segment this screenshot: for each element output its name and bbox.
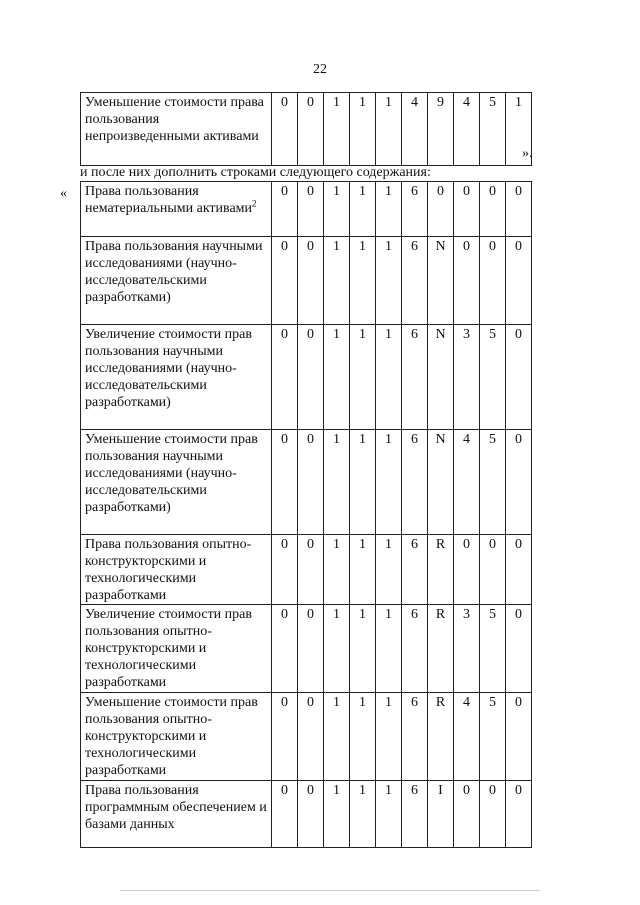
code-digit: 0 <box>506 325 532 430</box>
code-digit: 1 <box>324 237 350 325</box>
table-row <box>81 182 532 237</box>
row-name-text: Права пользования опытно-конструкторскими и технологическими разработками <box>85 537 252 603</box>
code-digit: 0 <box>480 535 506 605</box>
code-digit: 0 <box>272 535 298 605</box>
code-digit: 4 <box>402 93 428 166</box>
code-digit: 1 <box>324 182 350 237</box>
code-digit: 6 <box>402 430 428 535</box>
code-digit: 1 <box>506 93 532 166</box>
code-digit: R <box>428 535 454 605</box>
row-name-text: Права пользования научными исследованиями (научно-исследовательскими разработками) <box>85 239 263 305</box>
footnote-marker: 2 <box>252 198 257 209</box>
code-digit: 0 <box>298 325 324 430</box>
page-number: 22 <box>313 62 327 77</box>
code-digit: 0 <box>298 693 324 781</box>
row-name-text: Увеличение стоимости прав пользования опытно-конструкторскими и технологическими разработками <box>85 607 252 690</box>
row-name-text: Права пользования нематериальными активами <box>85 184 253 216</box>
code-digit: 5 <box>480 693 506 781</box>
table-row <box>81 693 532 781</box>
code-digit: 4 <box>454 693 480 781</box>
code-digit: 1 <box>376 325 402 430</box>
code-digit: 6 <box>402 781 428 848</box>
code-digit: 1 <box>350 693 376 781</box>
code-digit: 4 <box>454 430 480 535</box>
code-digit: N <box>428 325 454 430</box>
top-code-table <box>80 92 532 166</box>
code-digit: R <box>428 605 454 693</box>
code-digit: 0 <box>506 182 532 237</box>
table-row <box>81 535 532 605</box>
code-digit: 1 <box>350 781 376 848</box>
table-row <box>81 430 532 535</box>
code-digit: 3 <box>454 325 480 430</box>
table-row <box>81 93 532 166</box>
code-digit: 6 <box>402 237 428 325</box>
row-name <box>81 535 272 605</box>
code-digit: 0 <box>298 237 324 325</box>
code-digit: 0 <box>506 605 532 693</box>
row-name <box>81 605 272 693</box>
closing-quote: ». <box>522 146 533 161</box>
row-name <box>81 693 272 781</box>
code-digit: 1 <box>350 325 376 430</box>
code-digit: N <box>428 237 454 325</box>
code-digit: 1 <box>376 93 402 166</box>
main-code-table <box>80 181 532 848</box>
code-digit: 5 <box>480 325 506 430</box>
code-digit: 6 <box>402 693 428 781</box>
code-digit: 0 <box>298 430 324 535</box>
code-digit: 0 <box>272 781 298 848</box>
row-name <box>81 781 272 848</box>
code-digit: 0 <box>506 430 532 535</box>
code-digit: 6 <box>402 325 428 430</box>
code-digit: 0 <box>480 182 506 237</box>
scan-artifact-line <box>120 890 540 891</box>
code-digit: 6 <box>402 535 428 605</box>
code-digit: 1 <box>350 93 376 166</box>
opening-quote: « <box>60 186 67 201</box>
row-name-text: Уменьшение стоимости прав пользования опытно-конструкторскими и технологическими разработками <box>85 695 258 778</box>
code-digit: 1 <box>350 605 376 693</box>
row-name <box>81 325 272 430</box>
code-digit: 0 <box>454 237 480 325</box>
code-digit: 0 <box>272 93 298 166</box>
code-digit: 5 <box>480 430 506 535</box>
code-digit: 0 <box>454 182 480 237</box>
code-digit: 0 <box>298 93 324 166</box>
row-name <box>81 430 272 535</box>
code-digit: 0 <box>298 182 324 237</box>
row-name-text: Права пользования программным обеспечением и базами данных <box>85 783 267 832</box>
code-digit: 0 <box>506 237 532 325</box>
code-digit: 1 <box>376 237 402 325</box>
code-digit: 1 <box>324 535 350 605</box>
code-digit: 1 <box>376 781 402 848</box>
code-digit: 0 <box>480 781 506 848</box>
code-digit: 0 <box>454 535 480 605</box>
table-row <box>81 237 532 325</box>
code-digit: 4 <box>454 93 480 166</box>
code-digit: 1 <box>350 430 376 535</box>
code-digit: 5 <box>480 605 506 693</box>
code-digit: 1 <box>324 693 350 781</box>
code-digit: 0 <box>272 605 298 693</box>
code-digit: 0 <box>428 182 454 237</box>
code-digit: 0 <box>454 781 480 848</box>
code-digit: 0 <box>506 781 532 848</box>
code-digit: 1 <box>324 430 350 535</box>
code-digit: 1 <box>350 535 376 605</box>
code-digit: 1 <box>324 325 350 430</box>
code-digit: 1 <box>376 535 402 605</box>
code-digit: 5 <box>480 93 506 166</box>
code-digit: 0 <box>272 325 298 430</box>
code-digit: 6 <box>402 182 428 237</box>
code-digit: 1 <box>324 781 350 848</box>
code-digit: 0 <box>506 535 532 605</box>
code-digit: N <box>428 430 454 535</box>
code-digit: 1 <box>350 237 376 325</box>
code-digit: R <box>428 693 454 781</box>
table-row <box>81 325 532 430</box>
code-digit: 0 <box>272 693 298 781</box>
code-digit: 1 <box>376 693 402 781</box>
code-digit: 1 <box>376 605 402 693</box>
code-digit: 0 <box>272 182 298 237</box>
code-digit: 0 <box>480 237 506 325</box>
table-row <box>81 781 532 848</box>
code-digit: 0 <box>298 605 324 693</box>
code-digit: 1 <box>324 93 350 166</box>
main-table-body <box>81 182 532 848</box>
row-name <box>81 237 272 325</box>
code-digit: 0 <box>298 535 324 605</box>
code-digit: 1 <box>350 182 376 237</box>
code-digit: 3 <box>454 605 480 693</box>
code-digit: 0 <box>506 693 532 781</box>
row-name <box>81 93 272 166</box>
table-row <box>81 605 532 693</box>
code-digit: 0 <box>272 430 298 535</box>
code-digit: 1 <box>324 605 350 693</box>
row-name <box>81 182 272 237</box>
code-digit: I <box>428 781 454 848</box>
code-digit: 9 <box>428 93 454 166</box>
code-digit: 6 <box>402 605 428 693</box>
row-name-text: Уменьшение стоимости прав пользования научными исследованиями (научно-исследовательскими разработками) <box>85 432 258 515</box>
code-digit: 1 <box>376 182 402 237</box>
row-name-text: Уменьшение стоимости права пользования непроизведенными активами <box>85 95 264 144</box>
code-digit: 1 <box>376 430 402 535</box>
row-name-text: Увеличение стоимости прав пользования научными исследованиями (научно-исследовательскими разработками) <box>85 327 252 410</box>
code-digit: 0 <box>272 237 298 325</box>
continuation-text: и после них дополнить строками следующего содержания: <box>80 165 431 180</box>
top-table-body <box>81 93 532 166</box>
code-digit: 0 <box>298 781 324 848</box>
